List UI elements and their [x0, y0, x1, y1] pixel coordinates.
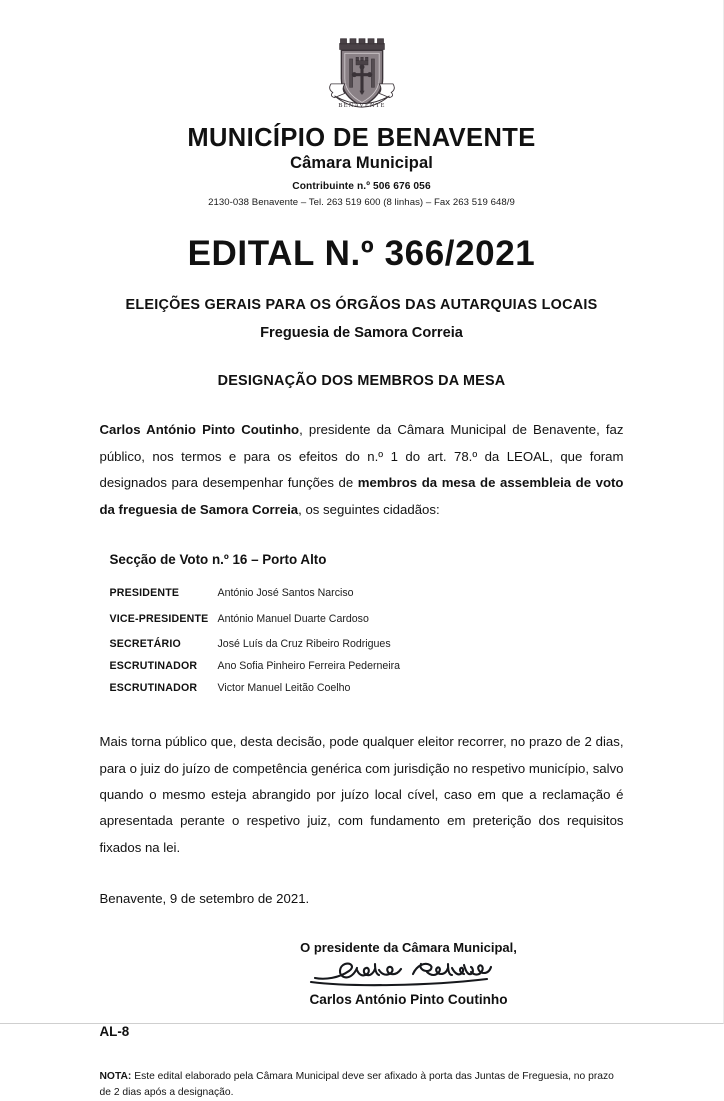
- crest-motto-text: BENAVENTE: [337, 102, 386, 110]
- benavente-coat-of-arms-icon: [319, 34, 405, 120]
- member-name: Victor Manuel Leitão Coelho: [217, 682, 351, 695]
- organization-subtitle: Câmara Municipal: [290, 154, 433, 173]
- parish-subtitle: Freguesia de Samora Correia: [260, 325, 463, 342]
- table-row: [110, 633, 540, 655]
- letterhead: [0, 0, 723, 208]
- intro-paragraph: [100, 417, 624, 523]
- footer-note: [100, 1069, 624, 1101]
- intro-bold-role: membros da mesa de assembleia de voto da freguesia de Samora Correia: [99, 475, 624, 517]
- member-role: SECRETÁRIO: [109, 638, 181, 651]
- signature-label: O presidente da Câmara Municipal,: [300, 940, 517, 956]
- signature-block: [194, 940, 624, 1007]
- note-label: NOTA:: [99, 1071, 132, 1083]
- contact-line: 2130-038 Benavente – Tel. 263 519 600 (8 linhas) – Fax 263 519 648/9: [208, 197, 515, 209]
- intro-segment-2: , os seguintes cidadãos:: [298, 501, 440, 517]
- member-name: Ano Sofia Pinheiro Ferreira Pederneira: [217, 660, 401, 673]
- voting-section-title: Secção de Voto n.º 16 – Porto Alto: [109, 552, 327, 568]
- handwritten-signature-icon: [309, 956, 509, 990]
- appeal-paragraph: Mais torna público que, desta decisão, pode qualquer eleitor recorrer, no prazo de 2 dias, para o juiz do juízo de competência genérica com jurisdição no respetivo município, salvo quando o mesmo esteja abrangido por juízo local cível, caso em que a reclamação é apresentada perante o respetivo juiz, com fundamento em preterição dos requisitos fixados na lei.: [99, 734, 624, 855]
- tax-number: Contribuinte n.º 506 676 056: [292, 181, 431, 193]
- member-name: António José Santos Narciso: [217, 587, 354, 600]
- member-role: ESCRUTINADOR: [109, 682, 198, 695]
- member-role: VICE-PRESIDENTE: [109, 613, 209, 626]
- member-role: ESCRUTINADOR: [109, 660, 198, 673]
- intro-president-name: Carlos António Pinto Coutinho: [99, 422, 300, 438]
- table-row: [110, 655, 540, 677]
- table-row: [110, 677, 540, 699]
- table-row: [110, 581, 540, 606]
- date-line: Benavente, 9 de setembro de 2021.: [99, 891, 310, 907]
- document-body: [100, 417, 624, 1101]
- member-name: José Luís da Cruz Ribeiro Rodrigues: [217, 638, 391, 651]
- designation-heading: DESIGNAÇÃO DOS MEMBROS DA MESA: [217, 373, 506, 390]
- mesa-members-table: [110, 581, 540, 699]
- intro-segment-1: , presidente da Câmara Municipal de Benavente, faz público, nos termos e para os efeitos do n.º 1 do art. 78.º da LEOAL, que foram designados para desempenhar funções de: [99, 422, 624, 491]
- note-text: Este edital elaborado pela Câmara Municipal deve ser afixado à porta das Juntas de Freguesia, no prazo de 2 dias após a designação.: [99, 1071, 614, 1099]
- table-row: [110, 606, 540, 633]
- page-title: EDITAL N.º 366/2021: [187, 234, 536, 274]
- signatory-name: Carlos António Pinto Coutinho: [309, 992, 508, 1008]
- member-name: António Manuel Duarte Cardoso: [217, 613, 369, 626]
- reference-code: AL-8: [99, 1024, 130, 1040]
- election-subtitle: ELEIÇÕES GERAIS PARA OS ÓRGÃOS DAS AUTARQUIAS LOCAIS: [125, 297, 598, 314]
- member-role: PRESIDENTE: [109, 587, 180, 600]
- organization-name: MUNICÍPIO DE BENAVENTE: [187, 124, 536, 152]
